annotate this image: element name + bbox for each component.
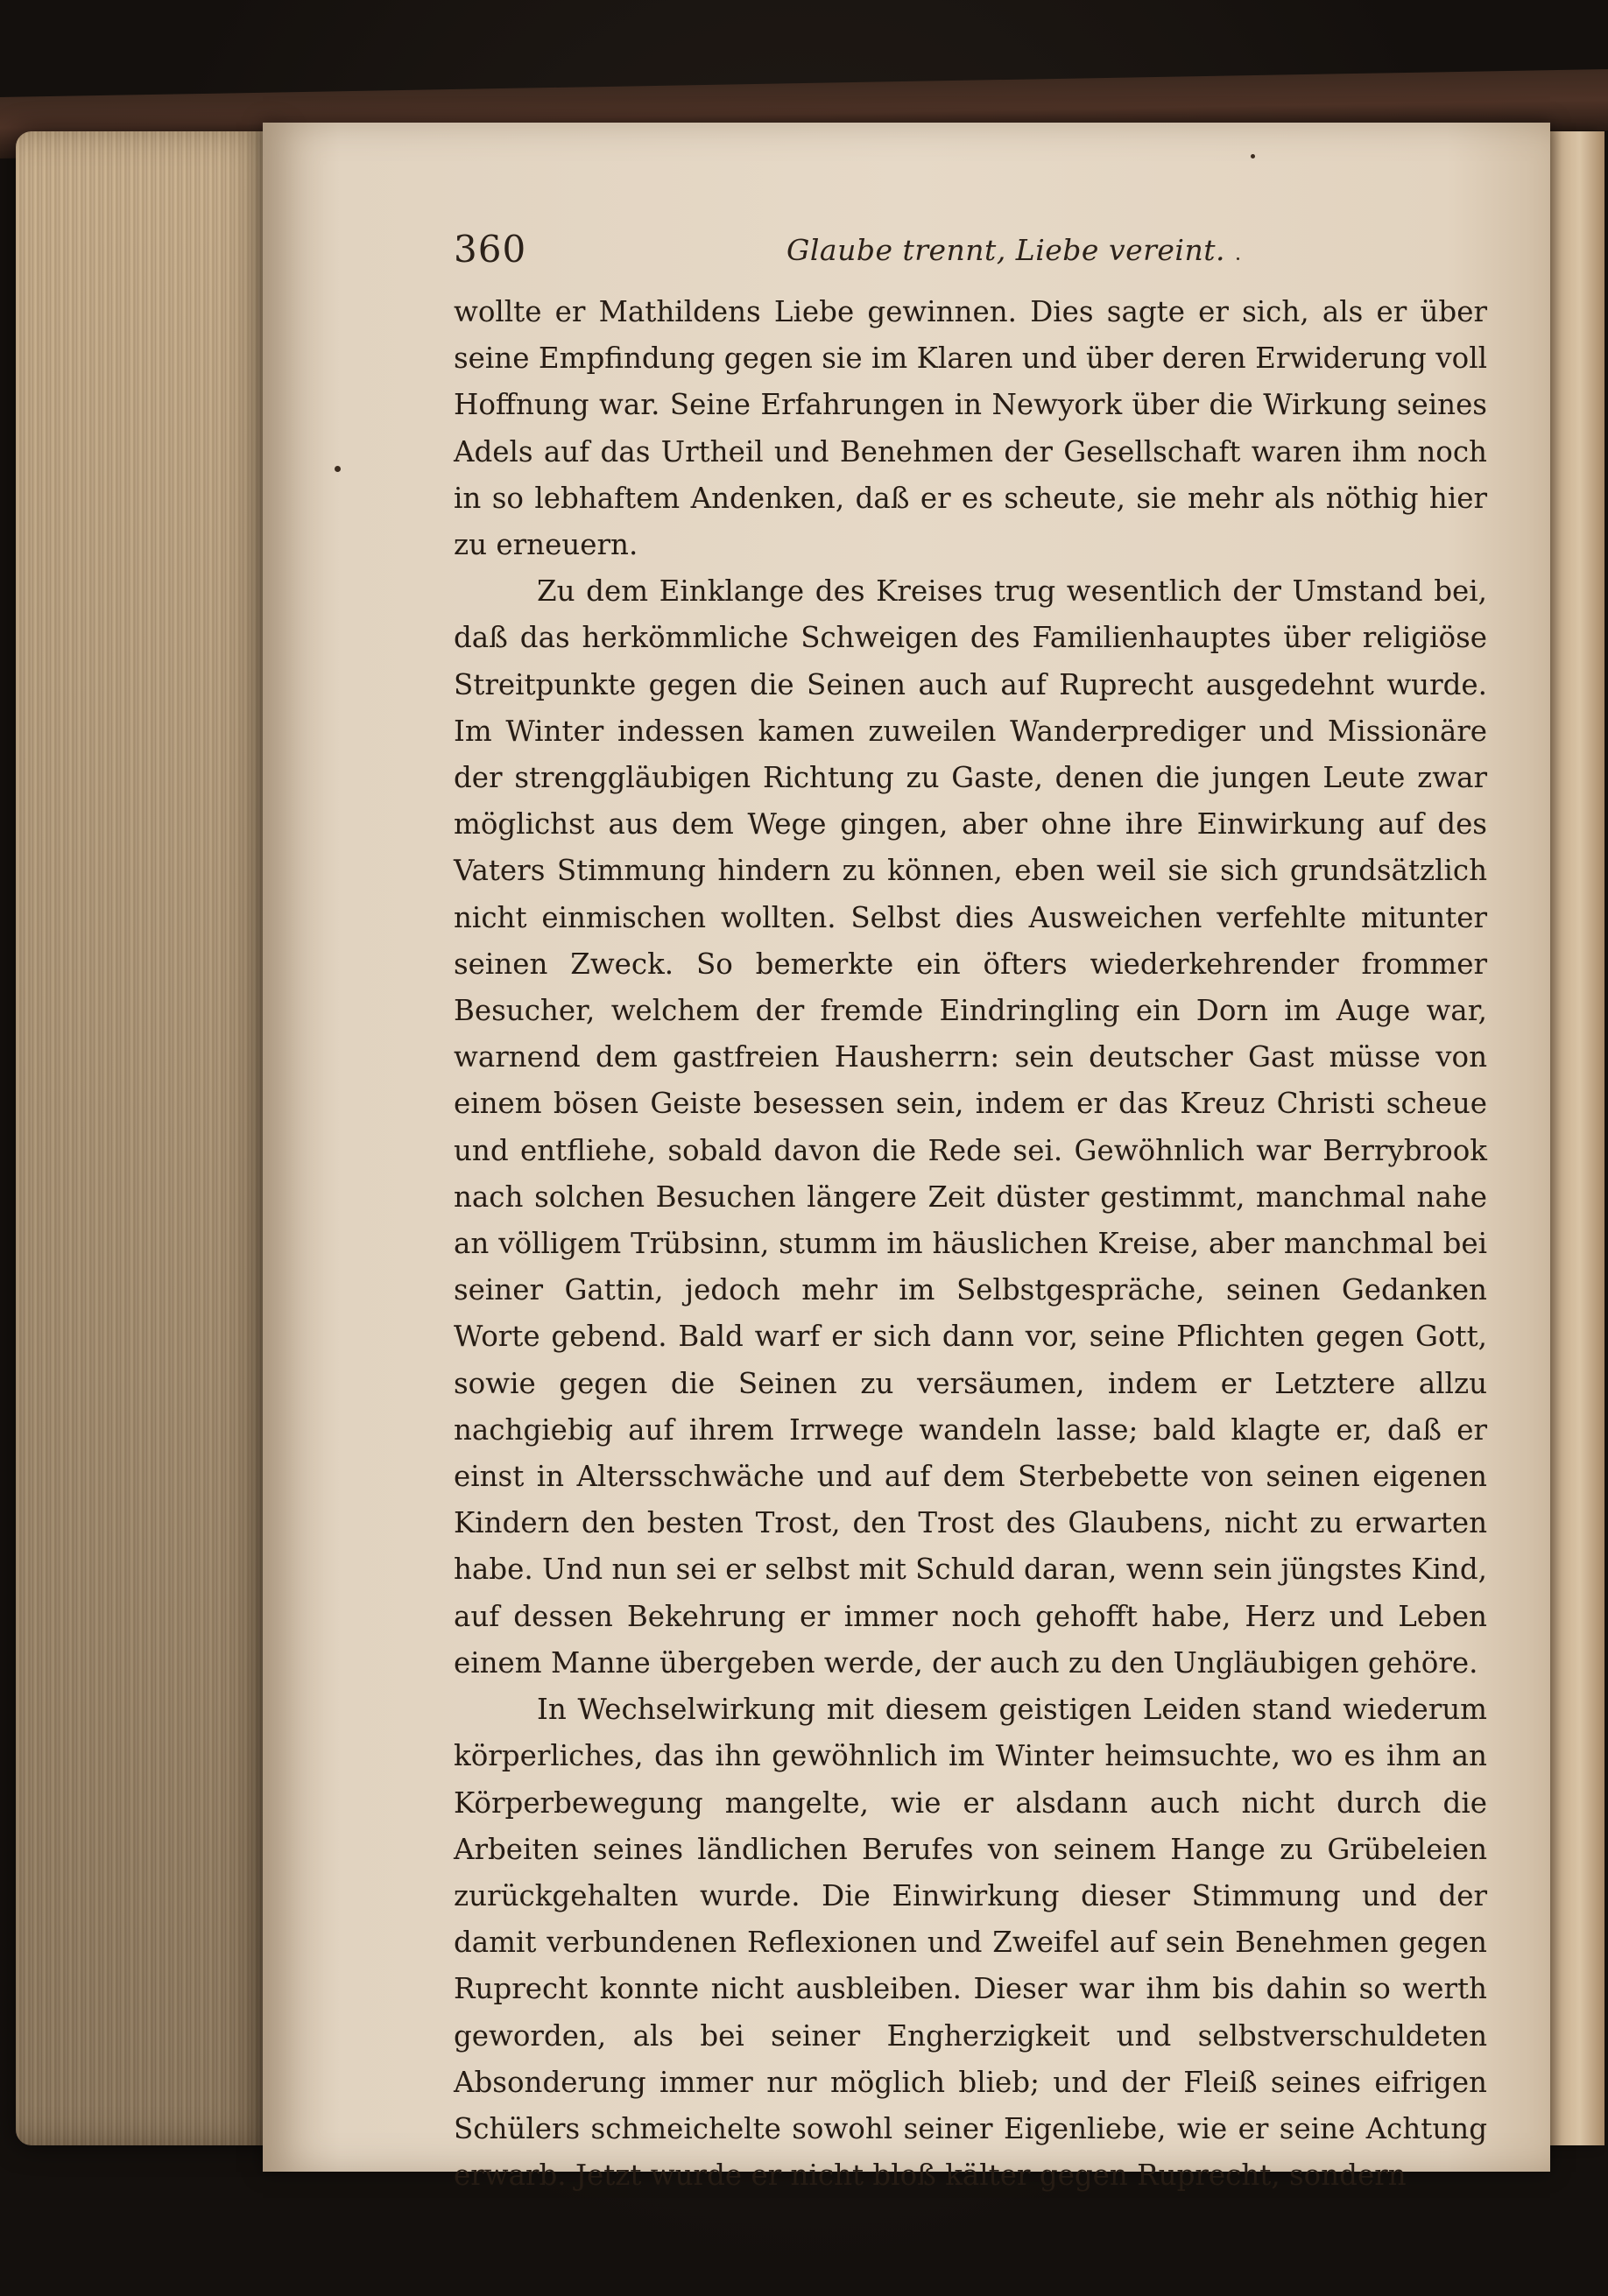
text-block xyxy=(454,228,1487,2199)
paragraph: wollte er Mathildens Liebe gewinnen. Dies sagte er sich, als er über seine Empfindung gegen sie im Klaren und über deren Erwiderung voll Hoffnung war. Seine Erfahrungen in Newyork über die Wirkung seines Adels auf das Urtheil und Benehmen der Gesellschaft waren ihm noch in so lebhaftem Andenken, daß er es scheute, sie mehr als nöthig hier zu erneuern. xyxy=(454,295,1487,562)
book-page xyxy=(263,123,1550,2193)
paper-speck xyxy=(335,466,341,472)
body-text xyxy=(454,289,1487,2199)
paper-speck xyxy=(1251,154,1255,158)
paragraph: In Wechselwirkung mit diesem geistigen Leiden stand wiederum körperliches, das ihn gewöhnlich im Winter heimsuchte, wo es ihm an Körperbewegung mangelte, wie er alsdann auch nicht durch die Arbeiten seines ländlichen Berufes von seinem Hange zu Grübeleien zurückgehalten wurde. Die Einwirkung dieser Stimmung und der damit verbundenen Reflexionen und Zweifel auf sein Benehmen gegen Ruprecht konnte nicht ausbleiben. Dieser war ihm bis dahin so werth geworden, als bei seiner Engherzigkeit und selbstverschuldeten Absonderung immer nur möglich blieb; und der Fleiß seines eifrigen Schülers schmeichelte sowohl seiner Eigenliebe, wie er seine Achtung erwarb. Jetzt wurde er nicht bloß kälter gegen Ruprecht, sondern xyxy=(454,1693,1487,2193)
page-stack-edges xyxy=(16,131,279,2145)
right-page-edge xyxy=(1543,131,1604,2145)
running-title: Glaube trennt, Liebe vereint. xyxy=(786,233,1225,267)
page-number: 360 xyxy=(454,228,527,271)
paragraph: Zu dem Einklange des Kreises trug wesentlich der Umstand bei, daß das herkömmliche Schweigen des Familienhauptes über religiöse Streitpunkte gegen die Seinen auch auf Ruprecht ausgedehnt wurde. Im Winter indessen kamen zuweilen Wanderprediger und Missionäre der strenggläubigen Richtung zu Gaste, denen die jungen Leute zwar möglichst aus dem Wege gingen, aber ohne ihre Einwirkung auf des Vaters Stimmung hindern zu können, eben weil sie sich grundsätzlich nicht einmischen wollten. Selbst dies Ausweichen verfehlte mitunter seinen Zweck. So bemerkte ein öfters wiederkehrender frommer Besucher, welchem der fremde Eindringling ein Dorn im Auge war, warnend dem gastfreien Hausherrn: sein deutscher Gast müsse von einem bösen Geiste besessen sein, indem er das Kreuz Christi scheue und entfliehe, sobald davon die Rede sei. Gewöhnlich war Berrybrook nach solchen Besuchen längere Zeit düster gestimmt, manchmal nahe an völligem Trübsinn, stumm im häuslichen Kreise, aber manchmal bei seiner Gattin, jedoch mehr im Selbstgespräche, seinen Gedanken Worte gebend. Bald warf er sich dann vor, seine Pflichten gegen Gott, sowie gegen die Seinen zu versäumen, indem er Letztere allzu nachgiebig auf ihrem Irrwege wandeln lasse; bald klagte er, daß er einst in Altersschwäche und auf dem Sterbebette von seinen eigenen Kindern den besten Trost, den Trost des Glaubens, nicht zu erwarten habe. Und nun sei er selbst mit Schuld daran, wenn sein jüngstes Kind, auf dessen Bekehrung er immer noch gehofft habe, Herz und Leben einem Manne übergeben werde, der auch zu den Ungläubigen gehöre. xyxy=(454,574,1487,1680)
running-head xyxy=(454,228,1487,289)
